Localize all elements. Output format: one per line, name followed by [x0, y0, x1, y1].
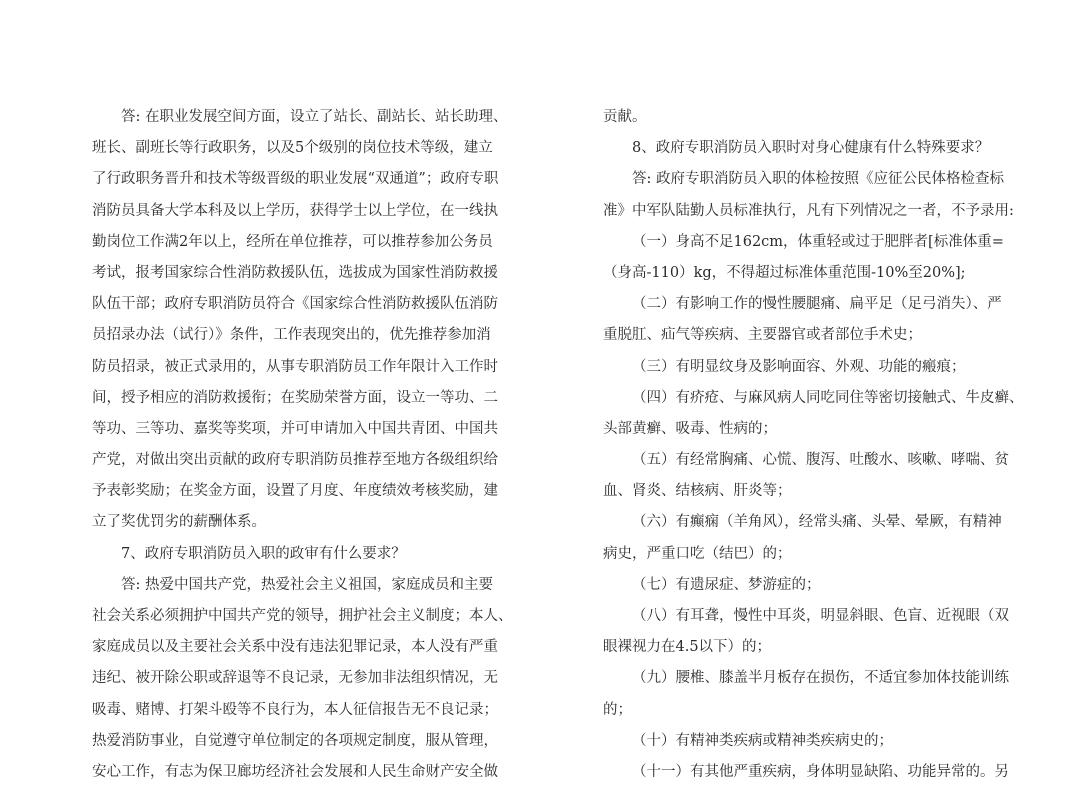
- paragraph-line: 答: 政府专职消防员入职的体检按照《应征公民体格检查标: [632, 171, 1004, 188]
- paragraph-line: 立了奖优罚劣的薪酬体系。: [92, 514, 266, 531]
- paragraph-line: 热爱消防事业，自觉遵守单位制定的各项规定制度，服从管理，: [92, 732, 498, 749]
- paragraph-line: 防员招录，被正式录用的，从事专职消防员工作年限计入工作时: [92, 358, 498, 375]
- paragraph-line: 头部黄癣、吸毒、性病的；: [603, 420, 777, 437]
- paragraph-line: 答: 热爱中国共产党，热爱社会主义祖国，家庭成员和主要: [121, 576, 493, 593]
- paragraph-line: （身高-110）kg，不得超过标准体重范围-10%至20%];: [603, 264, 966, 281]
- paragraph-line: 眼裸视力在4.5以下）的；: [603, 639, 772, 656]
- paragraph-line: 予表彰奖励；在奖金方面，设置了月度、年度绩效考核奖励，建: [92, 483, 498, 500]
- question-heading: 7、政府专职消防员入职的政审有什么要求？: [121, 545, 406, 562]
- list-item: （二）有影响工作的慢性腰腿痛、扁平足（足弓消失）、严: [632, 296, 1002, 313]
- question-heading: 8、政府专职消防员入职时对身心健康有什么特殊要求？: [632, 140, 990, 157]
- paragraph-line: 答: 在职业发展空间方面，设立了站长、副站长、站长助理、: [121, 109, 508, 125]
- paragraph-line: 员招录办法（试行）》条件，工作表现突出的，优先推荐参加消: [92, 327, 491, 344]
- paragraph-line: 准》中军队陆勤人员标准执行，凡有下列情况之一者，不予录用:: [603, 202, 1014, 219]
- paragraph-line: 重脱肛、疝气等疾病、主要器官或者部位手术史；: [603, 327, 922, 344]
- list-item: （七）有遗尿症、梦游症的；: [632, 576, 821, 593]
- paragraph-line: 等功、三等功、嘉奖等奖项，并可申请加入中国共青团、中国共: [92, 420, 498, 437]
- paragraph-line: 产党，对做出突出贡献的政府专职消防员推荐至地方各级组织给: [92, 452, 498, 469]
- paragraph-line: 勤岗位工作满2年以上，经所在单位推荐，可以推荐参加公务员: [92, 233, 493, 250]
- paragraph-line: 家庭成员以及主要社会关系中没有违法犯罪记录，本人没有严重: [92, 639, 498, 656]
- paragraph-line: 病史，严重口吃（结巴）的；: [603, 545, 792, 562]
- paragraph-line: 班长、副班长等行政职务，以及5个级别的岗位技术等级，建立: [92, 140, 493, 157]
- paragraph-line: 消防员具备大学本科及以上学历，获得学士以上学位，在一线执: [92, 202, 498, 219]
- paragraph-line: 队伍干部；政府专职消防员符合《国家综合性消防救援队伍消防: [92, 296, 498, 313]
- list-item: （五）有经常胸痛、心慌、腹泻、吐酸水、咳嗽、哮喘、贫: [632, 452, 1009, 469]
- list-item: （四）有疥疮、与麻风病人同吃同住等密切接触式、牛皮癣、: [632, 389, 1024, 406]
- paragraph-line: 违纪、被开除公职或辞退等不良记录，无参加非法组织情况，无: [92, 670, 498, 687]
- paragraph-line: 间，授予相应的消防救援衔；在奖励荣誉方面，设立一等功、二: [92, 389, 498, 406]
- paragraph-line: 贡献。: [603, 109, 647, 125]
- paragraph-line: 考试，报考国家综合性消防救援队伍，选拔成为国家性消防救援: [92, 264, 498, 281]
- list-item: （八）有耳聋，慢性中耳炎，明显斜眼、色盲、近视眼（双: [632, 608, 1009, 624]
- right-text-column: [603, 102, 1023, 788]
- paragraph-line: 了行政职务晋升和技术等级晋级的职业发展“双通道”；政府专职: [92, 171, 499, 188]
- list-item: （三）有明显纹身及影响面容、外观、功能的瘢痕；: [632, 358, 966, 375]
- left-text-column: [92, 102, 513, 788]
- list-item: （十一）有其他严重疾病，身体明显缺陷、功能异常的。另: [632, 763, 1009, 780]
- paragraph-line: 安心工作，有志为保卫廊坊经济社会发展和人民生命财产安全做: [92, 763, 498, 780]
- paragraph-line: 的；: [603, 701, 632, 718]
- paragraph-line: 社会关系必须拥护中国共产党的领导，拥护社会主义制度；本人、: [92, 608, 513, 624]
- list-item: （九）腰椎、膝盖半月板存在损伤，不适宜参加体技能训练: [632, 670, 1009, 687]
- list-item: （六）有癫痫（羊角风），经常头痛、头晕、晕厥，有精神: [632, 514, 1002, 531]
- list-item: （十）有精神类疾病或精神类疾病史的；: [632, 732, 893, 749]
- paragraph-line: 吸毒、赌博、打架斗殴等不良行为，本人征信报告无不良记录；: [92, 701, 498, 718]
- paragraph-line: 血、肾炎、结核病、肝炎等；: [603, 483, 792, 500]
- list-item: （一）身高不足162cm，体重轻或过于肥胖者[标准体重=: [632, 233, 1004, 250]
